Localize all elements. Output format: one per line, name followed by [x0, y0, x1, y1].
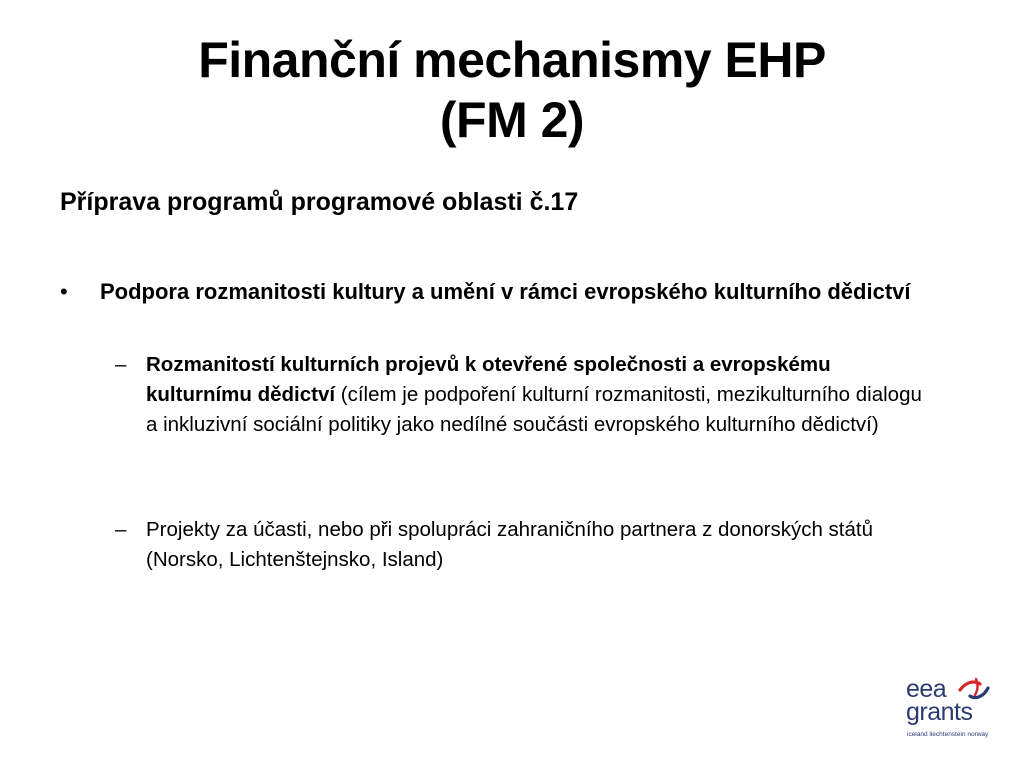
subbullet-item-1 — [115, 350, 935, 440]
logo-countries-text: iceland liechtenstein norway — [907, 731, 989, 738]
slide-title — [0, 30, 1024, 150]
bullet-text: Podpora rozmanitosti kultury a umění v rámci evropského kulturního dědictví — [100, 279, 911, 304]
subbullet-plain-text: (cílem je podpoření kulturní rozmanitosti, mezikulturního dialogu a inkluzivní sociální politiky jako nedílné součásti evropského kulturního dědictví) — [146, 383, 922, 436]
subbullet-marker: – — [115, 353, 127, 376]
subbullet-text — [146, 515, 935, 575]
subbullet-plain-text: Projekty za účasti, nebo při spolupráci zahraničního partnera z donorských států (Norsko, Lichtenštejnsko, Island) — [146, 518, 873, 571]
slide-title-line-1: Finanční mechanismy EHP — [198, 32, 826, 88]
subbullet-text — [146, 350, 935, 440]
subbullet-bold-text: Rozmanitostí kulturních projevů k otevřené společnosti a evropskému kulturnímu dědictví — [146, 353, 831, 406]
subbullet-marker: – — [115, 518, 127, 541]
logo-eea-text: eea — [906, 675, 947, 703]
logo-grants-text: grants — [906, 698, 973, 726]
bullet-marker: • — [60, 279, 68, 304]
logo-mark-blue-swoosh — [970, 688, 988, 698]
bullet-item — [60, 276, 920, 308]
slide-title-line-2: (FM 2) — [439, 92, 585, 148]
eea-grants-logo — [900, 676, 1000, 742]
slide-subtitle: Příprava programů programové oblasti č.17 — [60, 188, 579, 216]
subbullet-item-2 — [115, 515, 935, 575]
